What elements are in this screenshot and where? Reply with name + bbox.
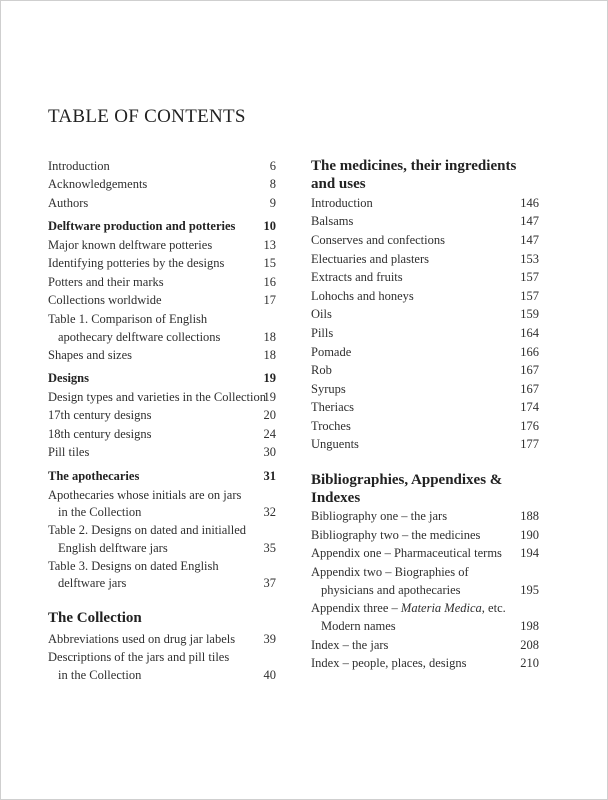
toc-entry-label: Extracts and fruits — [311, 270, 403, 284]
heading-text: Indexes — [311, 490, 361, 506]
toc-entry-label: Collections worldwide — [48, 293, 162, 307]
toc-entry-label: Modern names — [321, 619, 396, 633]
toc-entry-page: 157 — [520, 289, 539, 303]
heading-text: and uses — [311, 176, 366, 192]
toc-entry-label: Troches — [311, 419, 351, 433]
toc-entry-page: 35 — [263, 541, 276, 555]
toc-entry-label: Table 2. Designs on dated and initialled — [48, 523, 247, 537]
toc-entry-label: Theriacs — [311, 400, 355, 414]
toc-heading-collection — [48, 609, 276, 627]
toc-entry-page: 31 — [263, 469, 276, 483]
toc-entry-label: Appendix one – Pharmaceutical terms — [311, 546, 502, 560]
toc-entry-page: 17 — [263, 293, 276, 307]
toc-entry-label: Appendix two – Biographies of — [311, 565, 469, 579]
toc-entry-page: 147 — [520, 214, 539, 228]
toc-entry-label: Identifying potteries by the designs — [48, 256, 225, 270]
toc-heading-medicines — [311, 157, 539, 193]
toc-entry-label-suffix: , etc. — [481, 601, 506, 615]
toc-entry-label: Shapes and sizes — [48, 348, 133, 362]
toc-entry-label: Conserves and confections — [311, 233, 445, 247]
toc-entry-page: 37 — [263, 576, 276, 590]
toc-entry-page: 146 — [520, 196, 539, 210]
toc-entry-label: delftware jars — [58, 576, 127, 590]
toc-entry-page: 166 — [520, 345, 539, 359]
toc-entry-label: Authors — [48, 196, 89, 210]
toc-entry-page: 188 — [520, 509, 539, 523]
toc-entry-label: Acknowledgements — [48, 177, 148, 191]
toc-entry-page: 8 — [269, 177, 276, 191]
toc-entry-label: Descriptions of the jars and pill tiles — [48, 650, 230, 664]
toc-entry-label: Table 3. Designs on dated English — [48, 559, 219, 573]
toc-entry-page: 195 — [520, 583, 539, 597]
toc-entry-label-prefix: Appendix three – — [311, 601, 401, 615]
toc-entry-page: 164 — [520, 326, 539, 340]
toc-entry-page: 15 — [263, 256, 276, 270]
heading-text: The Collection — [48, 610, 142, 626]
toc-entry-page: 19 — [263, 390, 276, 404]
toc-entry-label: Apothecaries whose initials are on jars — [48, 488, 242, 502]
toc-entry-page: 208 — [520, 638, 539, 652]
toc-entry-page: 40 — [263, 668, 276, 682]
toc-entry-label: Bibliography one – the jars — [311, 509, 448, 523]
toc-entry-label: Oils — [311, 307, 332, 321]
toc-entry-page: 174 — [520, 400, 539, 414]
toc-entry-label: Pills — [311, 326, 334, 340]
toc-entry-page: 176 — [520, 419, 539, 433]
toc-entry-page: 39 — [263, 632, 276, 646]
toc-entry-label: The apothecaries — [48, 469, 140, 483]
toc-entry-page: 198 — [520, 619, 539, 633]
toc-entry-label: Lohochs and honeys — [311, 289, 414, 303]
toc-entry-page: 153 — [520, 252, 539, 266]
toc-entry-page: 157 — [520, 270, 539, 284]
page-title: TABLE OF CONTENTS — [48, 106, 246, 127]
toc-entry-label: 18th century designs — [48, 427, 152, 441]
toc-entry-label: Introduction — [48, 159, 110, 173]
toc-entry-page: 18 — [263, 330, 276, 344]
toc-entry-page: 18 — [263, 348, 276, 362]
toc-entry-label: Index – people, places, designs — [311, 656, 467, 670]
toc-entry-page: 32 — [263, 505, 276, 519]
toc-entry-label: Unguents — [311, 437, 359, 451]
toc-entry-label: Pomade — [311, 345, 352, 359]
toc-entry-label: English delftware jars — [58, 541, 168, 555]
toc-entry-label: Rob — [311, 363, 332, 377]
toc-entry-page: 159 — [520, 307, 539, 321]
toc-entry-page: 19 — [263, 371, 276, 385]
toc-entry-label: physicians and apothecaries — [321, 583, 461, 597]
toc-entry-label: in the Collection — [58, 505, 142, 519]
toc-entry-label: Electuaries and plasters — [311, 252, 430, 266]
toc-entry-label: Designs — [48, 371, 89, 385]
toc-entry-page: 190 — [520, 528, 539, 542]
toc-entry-label: 17th century designs — [48, 408, 152, 422]
toc-entry-page: 10 — [263, 219, 276, 233]
toc-entry-page: 177 — [520, 437, 539, 451]
toc-entry-label: Design types and varieties in the Collection — [48, 390, 267, 404]
toc-entry-page: 167 — [520, 363, 539, 377]
heading-text: The medicines, their ingredients — [311, 158, 517, 174]
toc-entry-page: 147 — [520, 233, 539, 247]
toc-entry-label: Delftware production and potteries — [48, 219, 236, 233]
toc-entry-page: 16 — [263, 275, 276, 289]
toc-entry-label: apothecary delftware collections — [58, 330, 221, 344]
toc-entry-page: 6 — [269, 159, 276, 173]
toc-entry-label: Pill tiles — [48, 445, 90, 459]
toc-entry-page: 9 — [269, 196, 276, 210]
toc-entry-label: Major known delftware potteries — [48, 238, 213, 252]
toc-entry-page: 194 — [520, 546, 539, 560]
toc-entry-label: Index – the jars — [311, 638, 389, 652]
toc-entry-label: Syrups — [311, 382, 346, 396]
heading-text: Bibliographies, Appendixes & — [311, 472, 503, 488]
toc-heading-bibliographies — [311, 471, 539, 507]
toc-entry-label: Balsams — [311, 214, 354, 228]
toc-entry-page: 20 — [263, 408, 276, 422]
toc-entry-label: Potters and their marks — [48, 275, 164, 289]
toc-entry-page: 13 — [263, 238, 276, 252]
toc-entry-label: Introduction — [311, 196, 373, 210]
toc-entry-label: Abbreviations used on drug jar labels — [48, 632, 236, 646]
toc-entry-label: Bibliography two – the medicines — [311, 528, 481, 542]
toc-entry-label: Table 1. Comparison of English — [48, 312, 208, 326]
toc-entry-label — [311, 599, 506, 617]
toc-entry-page: 210 — [520, 656, 539, 670]
toc-entry-label-italic: Materia Medica — [400, 601, 482, 615]
toc-entry-page: 30 — [263, 445, 276, 459]
toc-entry-page: 24 — [263, 427, 276, 441]
toc-entry-label: in the Collection — [58, 668, 142, 682]
toc-entry-page: 167 — [520, 382, 539, 396]
